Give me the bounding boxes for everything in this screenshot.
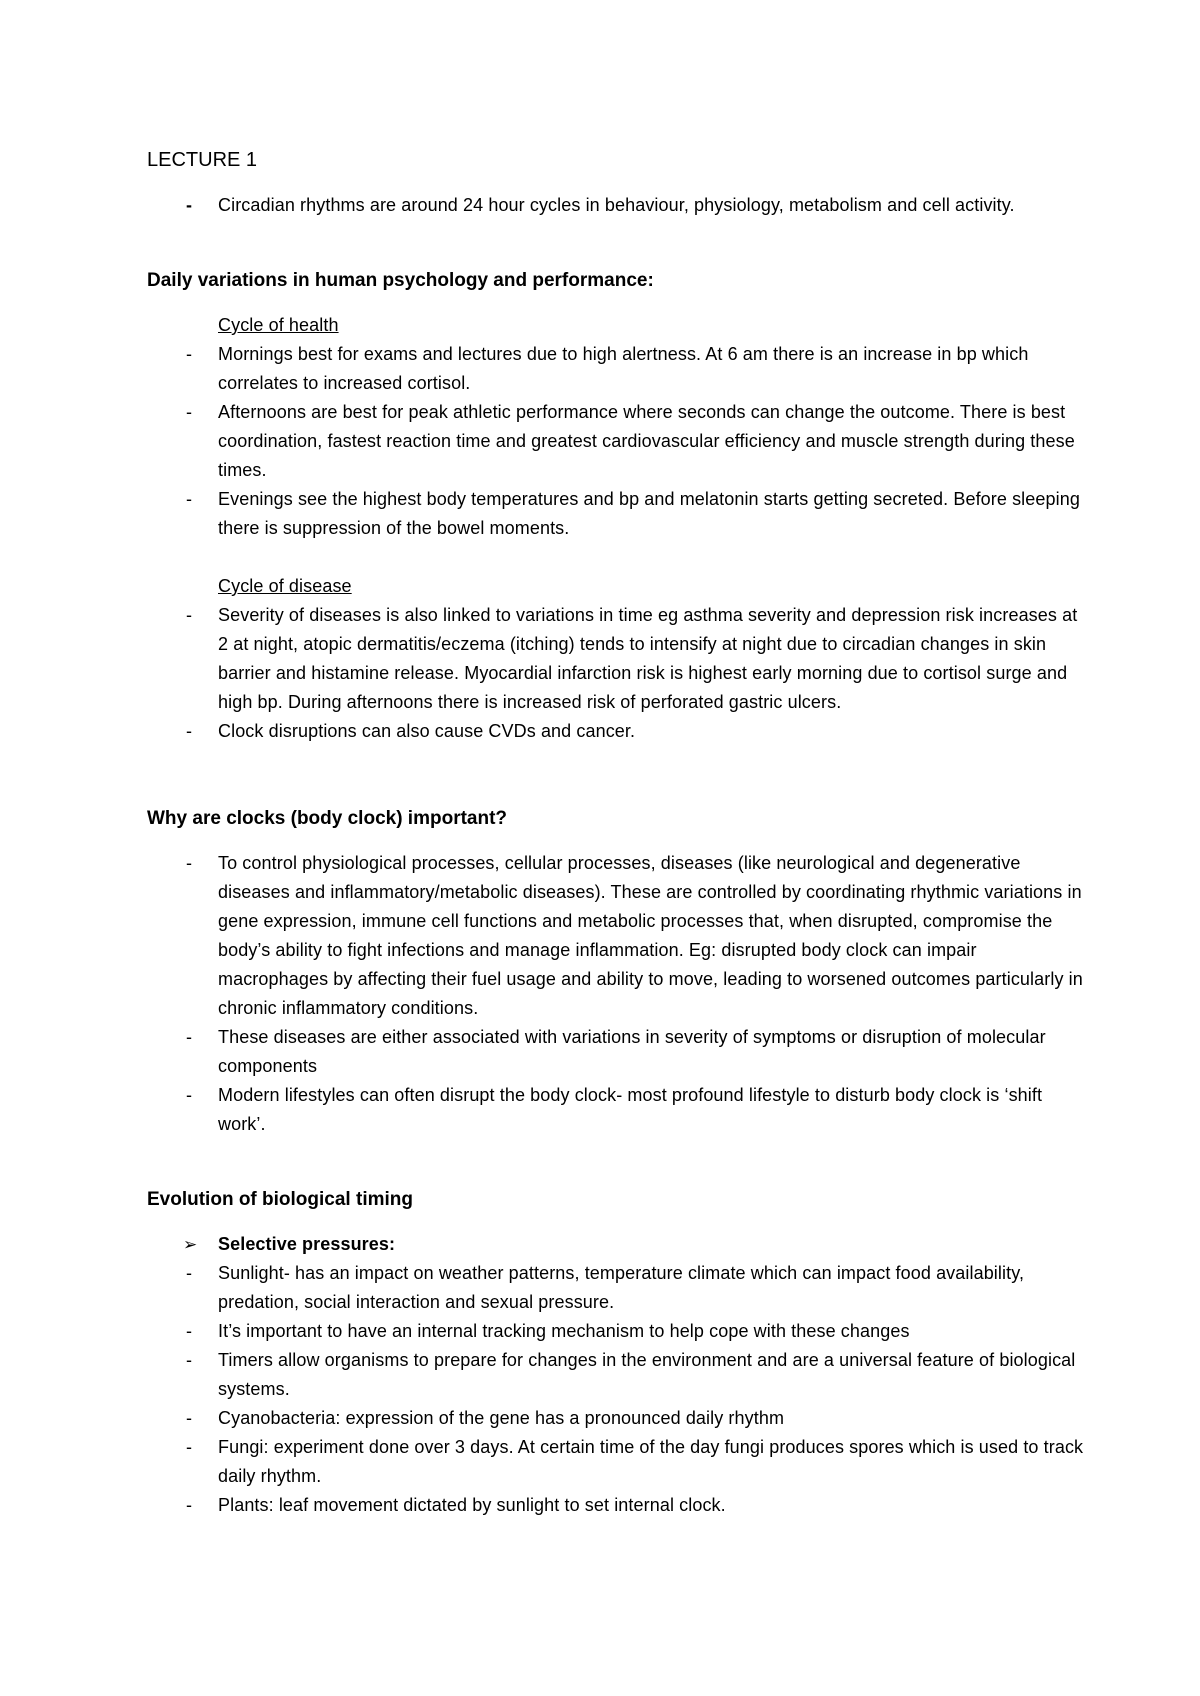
bullet-dash: - (186, 1263, 193, 1283)
list-item-text: Timers allow organisms to prepare for changes in the environment and are a universal feature of biological systems. (218, 1350, 1076, 1399)
list-item (147, 849, 1087, 1023)
section-heading-evolution: Evolution of biological timing (147, 1189, 413, 1210)
evolution-block (147, 1230, 1087, 1520)
list-item-text: These diseases are either associated with variations in severity of symptoms or disruption of molecular components (218, 1027, 1046, 1076)
list-item-text: Sunlight- has an impact on weather patterns, temperature climate which can impact food availability, predation, social interaction and sexual pressure. (218, 1263, 1025, 1312)
section-heading-clocks-important: Why are clocks (body clock) important? (147, 808, 508, 829)
list-item (147, 1259, 1087, 1317)
bullet-dash: - (186, 344, 193, 364)
list-item (147, 1346, 1087, 1404)
list-item-text: Afternoons are best for peak athletic performance where seconds can change the outcome. There is best coordination, fastest reaction time and greatest cardiovascular efficiency and muscle strength during these times. (218, 402, 1075, 480)
clocks-important-block (147, 849, 1087, 1139)
list-item (147, 1404, 1087, 1433)
list-item (147, 1081, 1087, 1139)
subheading-cycle-of-disease: Cycle of disease (218, 576, 352, 596)
bullet-dash: - (186, 195, 193, 215)
bullet-dash: - (186, 605, 193, 625)
list-item-text: Modern lifestyles can often disrupt the body clock- most profound lifestyle to disturb body clock is ‘shift work’. (218, 1085, 1043, 1134)
list-item (147, 601, 1087, 717)
bullet-dash: - (186, 489, 193, 509)
list-item-text: To control physiological processes, cellular processes, diseases (like neurological and degenerative diseases and inflammatory/metabolic diseases). These are controlled by coordinating rhythmic variations in gene expression, immune cell functions and metabolic processes that, when disrupted, compromise the body’s ability to fight infections and manage inflammation. Eg: disrupted body clock can impair macrophages by affecting their fuel usage and ability to move, leading to worsened outcomes particularly in chronic inflammatory conditions. (218, 853, 1083, 1018)
list-item-text: Cyanobacteria: expression of the gene has a pronounced daily rhythm (218, 1408, 785, 1428)
bullet-dash: - (186, 1321, 193, 1341)
list-item (147, 340, 1087, 398)
list-item (147, 485, 1087, 543)
list-item (147, 1491, 1087, 1520)
intro-block (147, 191, 1087, 220)
list-item-text: Severity of diseases is also linked to variations in time eg asthma severity and depression risk increases at 2 at night, atopic dermatitis/eczema (itching) tends to intensify at night due to circadian changes in skin barrier and histamine release. Myocardial infarction risk is highest early morning due to cortisol surge and high bp. During afternoons there is increased risk of perforated gastric ulcers. (218, 605, 1078, 712)
list-item (147, 191, 1087, 220)
section-heading-daily-variations: Daily variations in human psychology and performance: (147, 270, 654, 291)
bullet-dash: - (186, 1350, 193, 1370)
subheading-cycle-of-health: Cycle of health (218, 315, 339, 335)
list-item (147, 1317, 1087, 1346)
bullet-dash: - (186, 1027, 193, 1047)
bullet-dash: - (186, 1495, 193, 1515)
spacer (147, 543, 1087, 572)
bullet-dash: - (186, 1437, 193, 1457)
list-item-text: Clock disruptions can also cause CVDs and cancer. (218, 721, 636, 741)
bullet-dash: - (186, 721, 193, 741)
bullet-dash: - (186, 853, 193, 873)
list-item (147, 717, 1087, 746)
list-item-text: Fungi: experiment done over 3 days. At certain time of the day fungi produces spores which is used to track daily rhythm. (218, 1437, 1084, 1486)
daily-variations-block (147, 311, 1087, 746)
bullet-dash: - (186, 1408, 193, 1428)
list-item (147, 398, 1087, 485)
selective-pressures-label: Selective pressures: (218, 1234, 396, 1254)
list-item-text: Evenings see the highest body temperatures and bp and melatonin starts getting secreted. Before sleeping there is suppression of the bowel moments. (218, 489, 1080, 538)
list-item (147, 1023, 1087, 1081)
list-item (147, 1433, 1087, 1491)
list-item-arrow (147, 1230, 1087, 1259)
bullet-dash: - (186, 402, 193, 422)
lecture-title: LECTURE 1 (147, 149, 258, 171)
list-item-text: Plants: leaf movement dictated by sunlight to set internal clock. (218, 1495, 726, 1515)
bullet-dash: - (186, 1085, 193, 1105)
list-item-text: Mornings best for exams and lectures due to high alertness. At 6 am there is an increase in bp which correlates to increased cortisol. (218, 344, 1029, 393)
list-item-text: It’s important to have an internal tracking mechanism to help cope with these changes (218, 1321, 910, 1341)
arrow-bullet-icon: ➢ (183, 1235, 198, 1254)
intro-text: Circadian rhythms are around 24 hour cycles in behaviour, physiology, metabolism and cell activity. (218, 195, 1015, 215)
